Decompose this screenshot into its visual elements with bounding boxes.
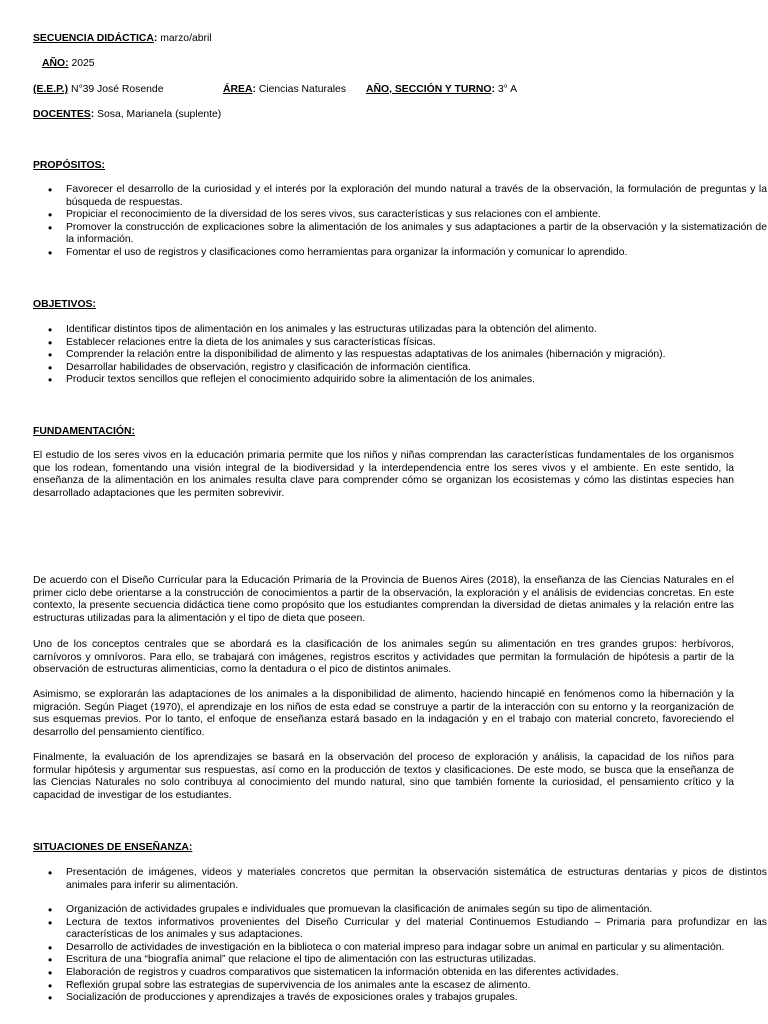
propositos-list — [33, 184, 767, 260]
list-item: • Comprender la relación entre la disponibilidad de alimento y las respuestas adaptativas de los animales (hibernación y migración). — [66, 349, 767, 362]
anio-label: AÑO: — [42, 58, 69, 69]
anio-value: 2025 — [71, 58, 95, 69]
list-item: • Identificar distintos tipos de alimentación en los animales y las estructuras utilizadas para la obtención del alimento. — [66, 324, 767, 337]
list-item: • Favorecer el desarrollo de la curiosidad y el interés por la exploración del mundo natural a través de la observación, la formulación de preguntas y la búsqueda de respuestas. — [66, 184, 767, 209]
list-item: • Propiciar el reconocimiento de la diversidad de los seres vivos, sus características y sus relaciones con el ambiente. — [66, 209, 767, 222]
list-item: • Presentación de imágenes, videos y materiales concretos que permitan la observación sistemática de estructuras dentarias y picos de distintos animales para inferir su alimentación. — [66, 867, 767, 892]
list-item: • Promover la construcción de explicaciones sobre la alimentación de los animales y sus adaptaciones a partir de la observación y la sistematización de la información. — [66, 222, 767, 247]
situaciones-list — [33, 904, 767, 1005]
list-item: • Desarrollar habilidades de observación, registro y clasificación de información científica. — [66, 362, 767, 375]
docentes-value: Sosa, Marianela (suplente) — [97, 109, 222, 120]
situaciones-list-first — [33, 867, 767, 892]
list-item: • Socialización de producciones y aprendizajes a través de exposiciones orales y trabajos grupales. — [66, 992, 767, 1005]
area-value: Ciencias Naturales — [258, 84, 347, 95]
eep-line — [33, 83, 163, 96]
paragraph: Asimismo, se explorarán las adaptaciones de los animales a la disponibilidad de alimento, haciendo hincapié en fenómenos como la hibernación y la migración. Según Piaget (1970), el aprendizaje en los niños de esta edad se construye a partir de la interacción con su entorno y la reorganización de sus esquemas previos. Por lo tanto, el enfoque de enseñanza estará basado en la indagación y en el trabajo con material concreto, favoreciendo el desarrollo del pensamiento científico. — [33, 689, 734, 738]
eep-value: N°39 José Rosende — [70, 84, 164, 95]
list-item: • Escritura de una “biografía animal” que relacione el tipo de alimentación con las estructuras utilizadas. — [66, 954, 767, 967]
docentes-line: DOCENTES: Sosa, Marianela (suplente) — [33, 109, 222, 120]
fundamentacion-heading: FUNDAMENTACIÓN: — [33, 426, 135, 437]
situaciones-heading: SITUACIONES DE ENSEÑANZA: — [33, 842, 193, 853]
area-line: ÁREA: Ciencias Naturales — [223, 84, 347, 95]
secuencia-label: SECUENCIA DIDÁCTICA — [33, 33, 154, 44]
paragraph: De acuerdo con el Diseño Curricular para la Educación Primaria de la Provincia de Buenos Aires (2018), la enseñanza de las Ciencias Naturales en el primer ciclo debe orientarse a la construcción de conocimientos a partir de la observación, la exploración y el análisis de evidencias concretas. En este contexto, la presente secuencia didáctica tiene como propósito que los estudiantes comprendan la diversidad de dietas animales y la relación entre las estructuras utilizadas para la alimentación y el tipo de dieta que poseen. — [33, 575, 734, 624]
propositos-heading: PROPÓSITOS: — [33, 160, 105, 171]
area-label: ÁREA — [223, 84, 253, 95]
list-item: • Desarrollo de actividades de investigación en la biblioteca o con material impreso para indagar sobre un animal en particular y su alimentación. — [66, 942, 767, 955]
paragraph: Finalmente, la evaluación de los aprendizajes se basará en la observación del proceso de exploración y análisis, la capacidad de los niños para formular hipótesis y argumentar sus respuestas, así como en la producción de textos y clasificaciones. De este modo, se busca que la enseñanza de las Ciencias Naturales no solo contribuya al conocimiento del mundo natural, sino que también fomente la curiosidad, el pensamiento crítico y la capacidad de investigar de los estudiantes. — [33, 752, 734, 801]
eep-label: (E.E.P.) — [33, 84, 69, 95]
list-item: • Fomentar el uso de registros y clasificaciones como herramientas para organizar la información y comunicar lo aprendido. — [66, 247, 767, 260]
list-item: • Establecer relaciones entre la dieta de los animales y sus características físicas. — [66, 337, 767, 350]
list-item: • Elaboración de registros y cuadros comparativos que sistematicen la información obtenida en las diferentes actividades. — [66, 967, 767, 980]
anio-line — [42, 57, 95, 70]
seccion-label: AÑO, SECCIÓN Y TURNO — [366, 84, 492, 95]
seccion-line: AÑO, SECCIÓN Y TURNO: 3° A — [366, 84, 518, 95]
seccion-value: 3° A — [497, 84, 518, 95]
list-item: • Producir textos sencillos que reflejen el conocimiento adquirido sobre la alimentación de los animales. — [66, 374, 767, 387]
secuencia-line: SECUENCIA DIDÁCTICA: marzo/abril — [33, 33, 212, 44]
objetivos-heading: OBJETIVOS: — [33, 299, 96, 310]
paragraph: Uno de los conceptos centrales que se abordará es la clasificación de los animales según su alimentación en tres grandes grupos: herbívoros, carnívoros y omnívoros. Para ello, se trabajará con imágenes, registros escritos y actividades que permitan la formulación de hipótesis a partir de la observación de estructuras alimenticias, como la dentadura o el pico de distintos animales. — [33, 639, 734, 676]
docentes-label: DOCENTES — [33, 109, 91, 120]
paragraph: El estudio de los seres vivos en la educación primaria permite que los niños y niñas comprendan las características fundamentales de los organismos que los rodean, fomentando una visión integral de la biodiversidad y la interdependencia entre los seres vivos y el ambiente. En este sentido, la enseñanza de la alimentación en los animales resulta clave para comprender cómo se organizan los ecosistemas y cómo las distintas especies han desarrollado adaptaciones que les permiten sobrevivir. — [33, 450, 734, 499]
secuencia-value: marzo/abril — [160, 33, 212, 44]
list-item: • Reflexión grupal sobre las estrategias de supervivencia de los animales ante la escasez de alimento. — [66, 980, 767, 993]
list-item: • Lectura de textos informativos provenientes del Diseño Curricular y del material Continuemos Estudiando – Primaria para profundizar en las características de los animales y sus adaptaciones. — [66, 917, 767, 942]
objetivos-list — [33, 324, 767, 387]
list-item: • Organización de actividades grupales e individuales que promuevan la clasificación de animales según su tipo de alimentación. — [66, 904, 767, 917]
